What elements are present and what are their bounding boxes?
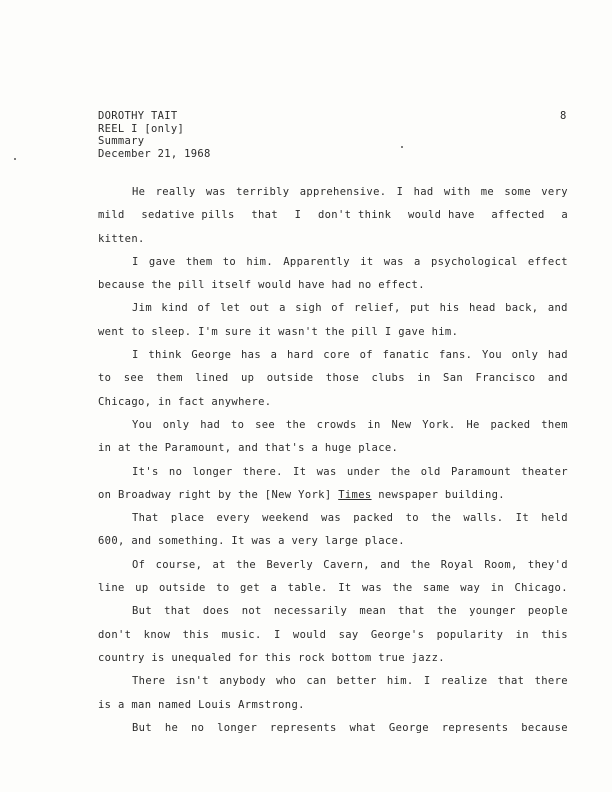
word: in — [515, 628, 529, 641]
word: there. — [242, 465, 283, 478]
word: very — [541, 186, 568, 198]
word: to — [230, 418, 245, 431]
page-number: 8 — [560, 110, 567, 122]
word: Room, — [484, 558, 518, 571]
word: the — [390, 465, 411, 478]
transcript-line — [98, 670, 568, 693]
word: kind — [161, 302, 189, 315]
word: this — [182, 628, 210, 641]
transcript-line — [98, 437, 568, 460]
word: at — [212, 558, 226, 571]
word: represents — [441, 721, 509, 734]
word: packed — [490, 418, 531, 431]
word: York. — [422, 418, 456, 431]
word: a — [270, 349, 278, 362]
word: affected — [491, 209, 545, 222]
word: hard — [286, 349, 314, 362]
word: But — [132, 605, 153, 618]
word: sedative pills — [141, 209, 235, 222]
word: 600, and something. It was a very large place. — [98, 535, 405, 548]
word: It — [338, 582, 352, 595]
word: mean — [359, 605, 387, 618]
word: newspaper building. — [371, 488, 505, 501]
interviewee-name: DOROTHY TAIT — [98, 110, 178, 122]
word: a — [561, 209, 568, 222]
word: that — [251, 209, 279, 222]
word: who — [276, 675, 297, 688]
word: me — [480, 186, 495, 198]
word: the — [392, 582, 413, 595]
word: Francisco — [475, 372, 536, 385]
word: that — [497, 675, 525, 688]
word: under — [346, 465, 381, 478]
word: crowds — [316, 418, 357, 431]
word: fanatic — [382, 349, 430, 362]
word: the — [236, 558, 257, 571]
word: line — [98, 582, 125, 595]
word: represents — [269, 721, 337, 734]
word: George's — [370, 628, 425, 641]
word: way — [460, 582, 481, 595]
word: Times — [338, 488, 372, 501]
word: a — [270, 582, 278, 595]
word: weekend — [262, 512, 309, 525]
word: people — [527, 605, 568, 618]
transcript-line — [98, 530, 568, 553]
word: clubs — [371, 372, 405, 385]
word: You — [481, 349, 502, 362]
word: psychological — [430, 255, 518, 268]
word: went to sleep. I'm sure it wasn't the pill I gave him. — [98, 325, 459, 338]
word: this — [541, 628, 568, 641]
word: to — [222, 255, 237, 268]
word: He — [466, 418, 480, 431]
word: New — [391, 418, 412, 431]
word: sigh — [295, 302, 322, 315]
word: place — [170, 512, 205, 525]
transcript-line — [98, 624, 568, 647]
transcript-line — [98, 181, 568, 204]
word: San — [443, 372, 464, 385]
word: core — [323, 349, 350, 362]
word: Chicago. — [514, 582, 568, 595]
word: think — [148, 349, 182, 362]
word: the — [431, 512, 452, 525]
word: lined — [195, 372, 229, 385]
transcript-line — [98, 391, 568, 414]
transcript-line — [98, 577, 568, 600]
word: in — [367, 418, 381, 431]
word: longer — [217, 721, 258, 734]
transcript-line — [98, 717, 568, 740]
word: country is unequaled for this rock bottom true jazz. — [98, 651, 445, 664]
word: and — [380, 558, 401, 571]
word: of — [331, 302, 345, 315]
word: them — [185, 255, 213, 268]
transcript-line — [98, 344, 568, 367]
transcript-line — [98, 461, 568, 484]
word: walls. — [463, 512, 504, 525]
scan-speck — [14, 158, 16, 160]
word: and — [547, 372, 568, 385]
word: George — [191, 349, 232, 362]
word: longer — [192, 465, 233, 478]
word: Chicago, in fact anywhere. — [98, 395, 272, 408]
word: music. — [221, 628, 262, 641]
word: table. — [287, 582, 328, 595]
word: had — [200, 418, 221, 431]
word: course, — [155, 558, 203, 571]
word: to — [405, 512, 419, 525]
word: I — [423, 675, 431, 688]
word: I — [132, 349, 139, 362]
word: Royal — [440, 558, 475, 571]
word: the — [410, 558, 431, 571]
word: they'd — [527, 558, 568, 571]
transcript-line — [98, 600, 568, 623]
word: a — [279, 302, 286, 315]
word: anybody — [219, 675, 266, 688]
word: get — [240, 582, 261, 595]
word: necessarily — [273, 605, 348, 618]
word: him. — [386, 675, 414, 688]
transcript-line — [98, 554, 568, 577]
word: mild — [98, 209, 125, 222]
word: up — [240, 372, 255, 385]
word: him. — [246, 255, 274, 268]
word: apprehensive. — [299, 186, 387, 198]
word: and — [547, 302, 568, 315]
word: them — [541, 418, 568, 431]
word: George — [388, 721, 429, 734]
word: his — [439, 302, 460, 315]
word: in — [490, 582, 505, 595]
transcript-line — [98, 507, 568, 530]
word: gave — [148, 255, 176, 268]
transcript-line — [98, 647, 568, 670]
word: I — [132, 255, 139, 268]
word: no — [190, 721, 205, 734]
word: only — [162, 418, 190, 431]
word: That — [132, 512, 159, 525]
word: only — [511, 349, 539, 362]
word: what — [349, 721, 377, 734]
word: he — [164, 721, 179, 734]
word: terribly — [236, 186, 290, 198]
word: is a man named Louis Armstrong. — [98, 698, 305, 711]
word: Jim — [132, 302, 153, 315]
word: effect — [527, 255, 568, 268]
word: the — [285, 418, 306, 431]
transcript-line — [98, 297, 568, 320]
word: It — [515, 512, 529, 525]
word: Apparently — [283, 255, 350, 268]
word: had — [413, 186, 434, 198]
word: in — [417, 372, 431, 385]
word: I — [294, 209, 302, 222]
word: the — [436, 605, 457, 618]
word: younger — [469, 605, 516, 618]
word: was — [316, 465, 337, 478]
word: Cavern, — [323, 558, 370, 571]
transcript-line — [98, 694, 568, 717]
word: can — [306, 675, 327, 688]
word: head — [468, 302, 496, 315]
word: those — [325, 372, 360, 385]
word: You — [132, 418, 153, 431]
reel-label: REEL I [only] — [98, 122, 185, 135]
word: had — [547, 349, 568, 362]
word: there — [534, 675, 568, 688]
word: to — [216, 582, 230, 595]
word: does — [202, 605, 230, 618]
word: a — [414, 255, 421, 268]
word: was — [383, 255, 404, 268]
word: would have — [407, 209, 475, 222]
word: because the pill itself would have had no effect. — [98, 279, 425, 292]
word: them — [156, 372, 183, 385]
document-type: Summary — [98, 135, 145, 147]
word: in at the Paramount, and that's a huge place. — [98, 442, 399, 455]
word: realize — [440, 675, 488, 688]
word: don't — [98, 628, 132, 641]
word: was — [205, 186, 226, 198]
transcript-line — [98, 204, 568, 227]
document-header — [98, 110, 211, 160]
transcript-line — [98, 367, 568, 390]
word: don't think — [317, 209, 392, 222]
word: to — [98, 372, 112, 385]
word: There — [132, 675, 166, 688]
word: outside — [159, 582, 206, 595]
word: better — [336, 675, 377, 688]
word: theater — [521, 465, 568, 478]
interview-date: December 21, 1968 — [98, 147, 211, 160]
word: Paramount — [450, 465, 511, 478]
word: relief, — [354, 302, 401, 315]
word: outside — [266, 372, 314, 385]
transcript-line — [98, 414, 568, 437]
word: see — [123, 372, 144, 385]
word: that — [164, 605, 191, 618]
word: put — [410, 302, 431, 315]
word: Of — [132, 558, 146, 571]
word: It's — [132, 465, 159, 478]
word: of — [359, 349, 373, 362]
transcript-line — [98, 228, 568, 251]
word: same — [423, 582, 450, 595]
word: really — [155, 186, 196, 198]
word: because — [521, 721, 568, 734]
word: has — [240, 349, 261, 362]
word: up — [135, 582, 149, 595]
word: on Broadway right by the [New York] — [98, 488, 339, 501]
word: of — [197, 302, 211, 315]
word: out — [249, 302, 270, 315]
word: was — [321, 512, 342, 525]
word: kitten. — [98, 232, 145, 245]
word: would — [292, 628, 327, 641]
word: He — [132, 186, 146, 198]
transcript-line — [98, 484, 568, 507]
word: It — [293, 465, 307, 478]
word: I — [273, 628, 281, 641]
word: packed — [353, 512, 394, 525]
transcript-line — [98, 251, 568, 274]
word: fans. — [438, 349, 473, 362]
transcript-line — [98, 274, 568, 297]
word: I — [396, 186, 404, 198]
word: Beverly — [266, 558, 314, 571]
word: popularity — [436, 628, 504, 641]
word: no — [168, 465, 183, 478]
scan-speck — [401, 146, 403, 148]
word: say — [338, 628, 359, 641]
word: held — [541, 512, 568, 525]
word: see — [255, 418, 276, 431]
word: let — [220, 302, 241, 315]
word: back, — [505, 302, 539, 315]
body-text — [98, 181, 568, 740]
word: not — [241, 605, 262, 618]
word: know — [143, 628, 171, 641]
word: it — [360, 255, 374, 268]
word: that — [398, 605, 425, 618]
word: was — [362, 582, 383, 595]
word: some — [504, 186, 532, 198]
word: with — [443, 186, 471, 198]
word: isn't — [175, 675, 209, 688]
word: every — [216, 512, 250, 525]
word: But — [132, 721, 153, 734]
word: old — [420, 465, 441, 478]
transcript-line — [98, 321, 568, 344]
